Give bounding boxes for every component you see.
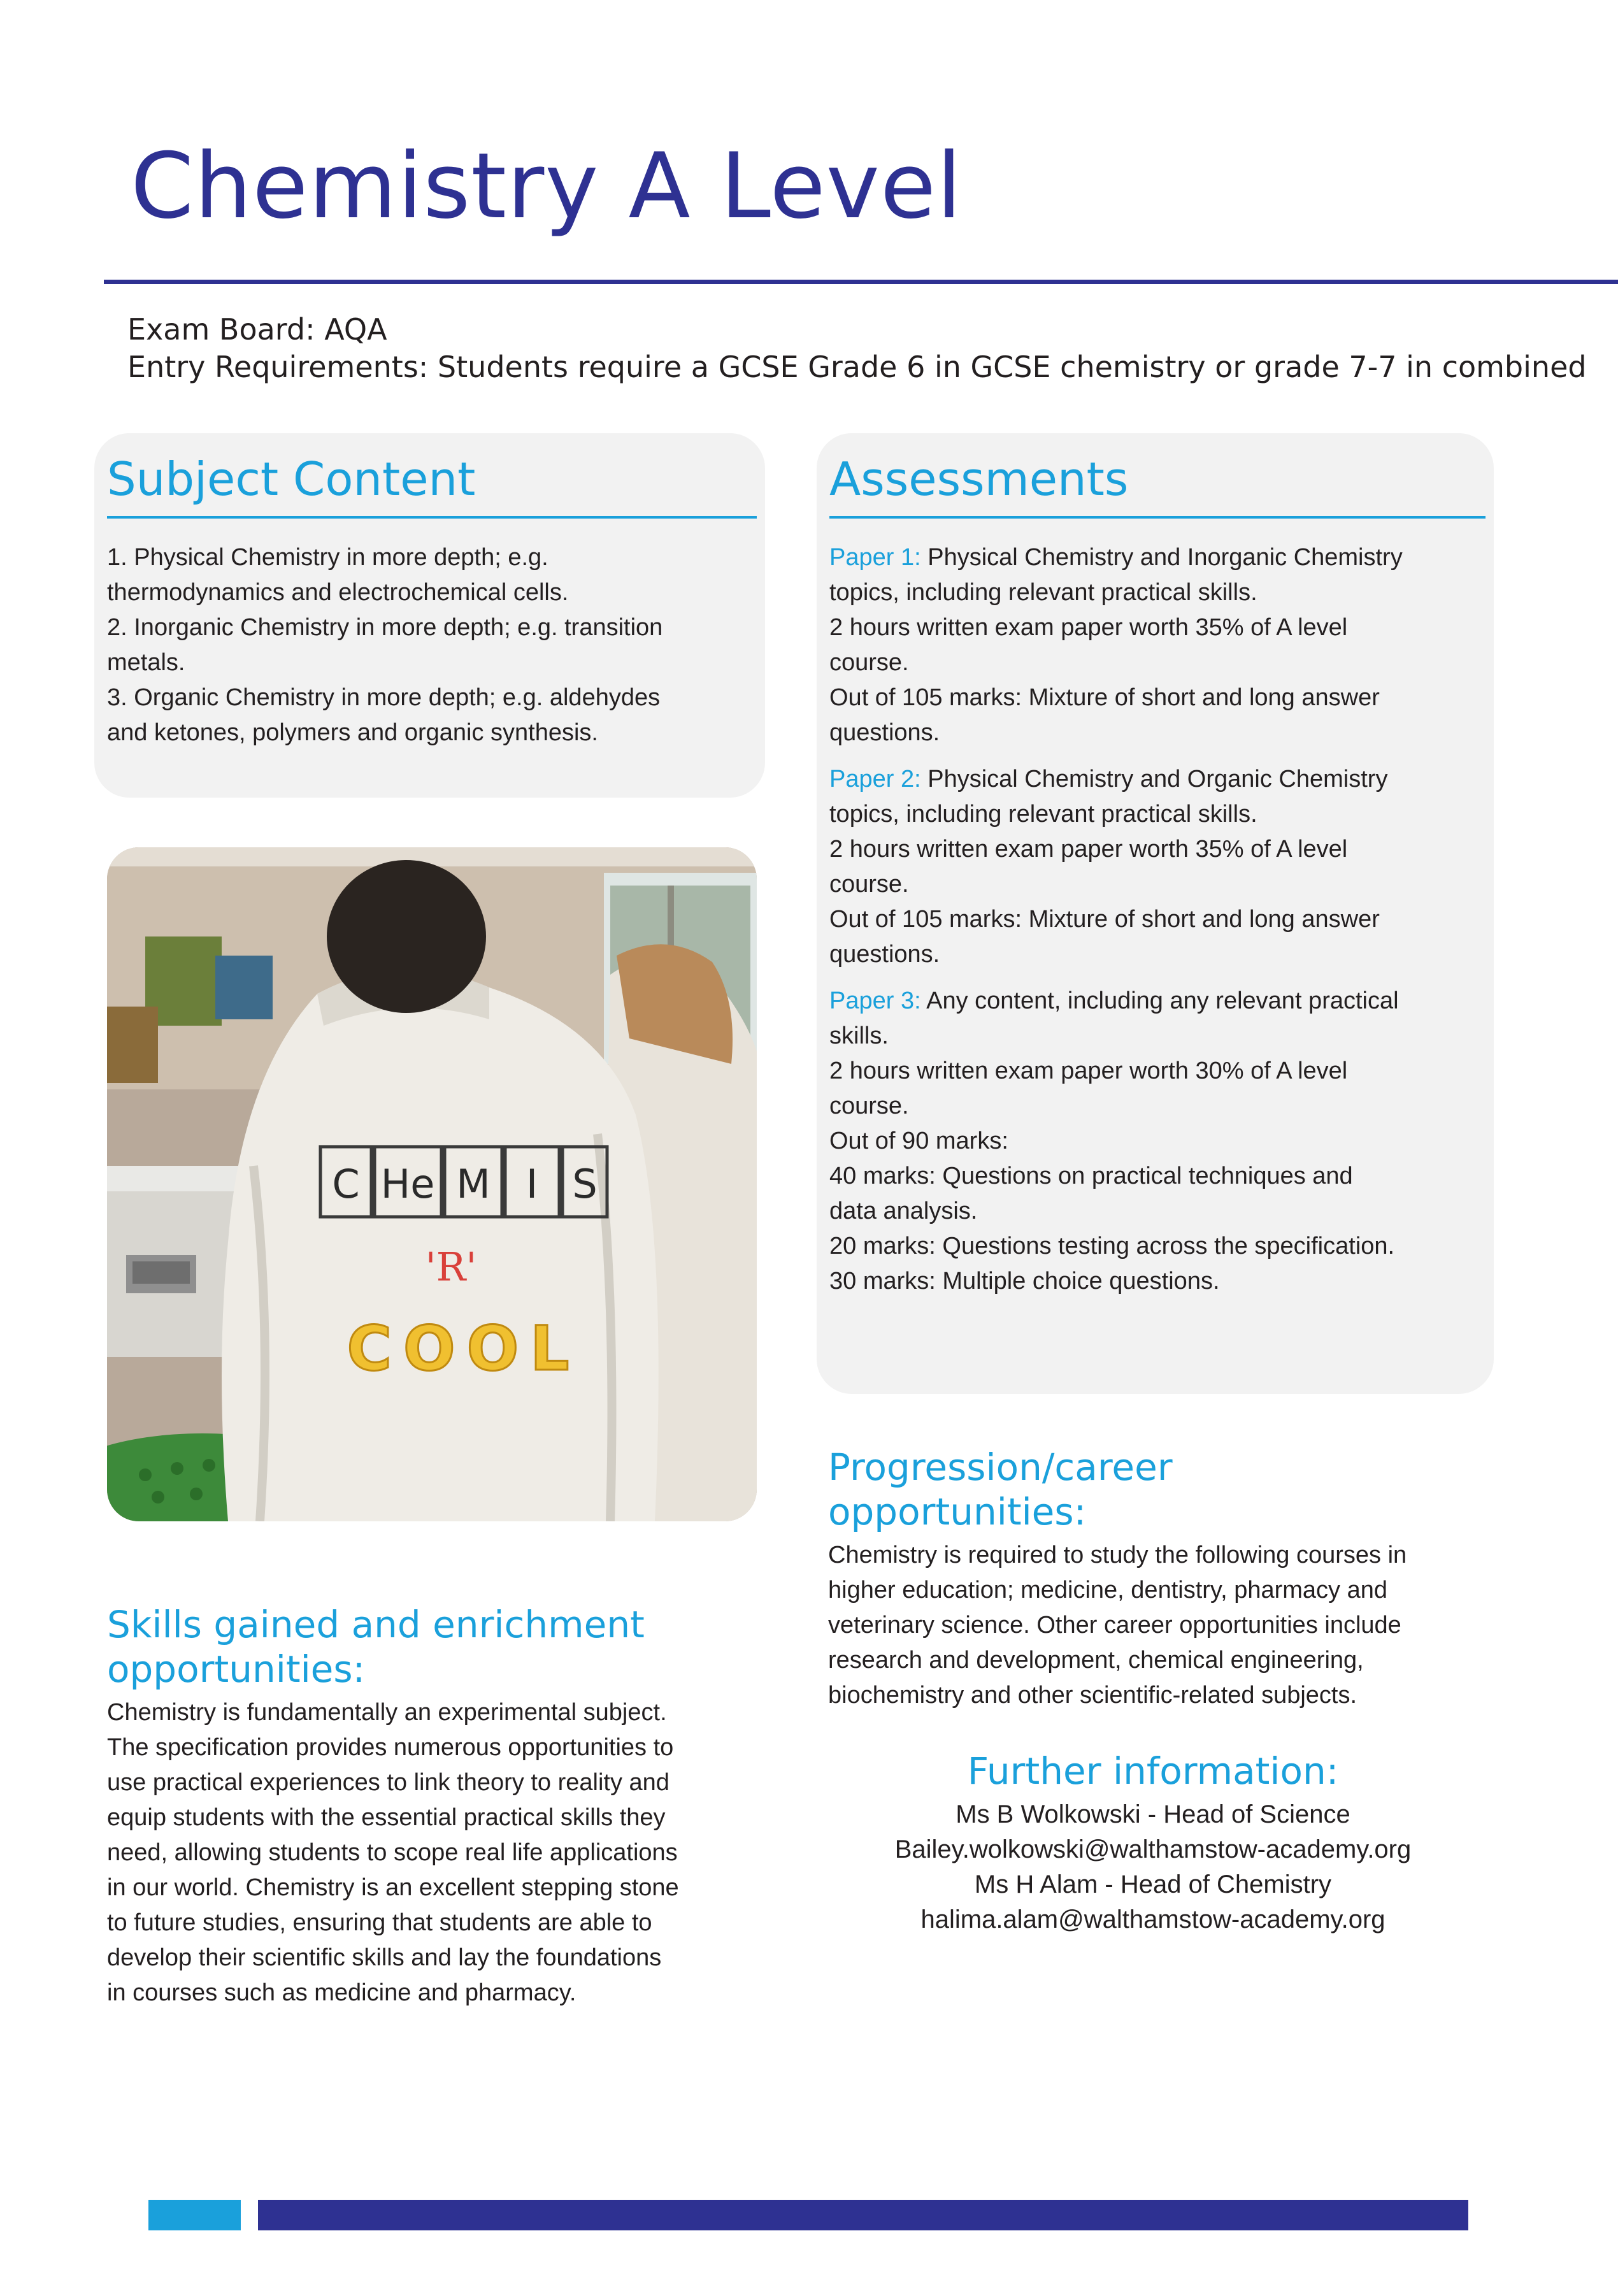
assessments-heading: Assessments	[829, 452, 1129, 506]
paper-label: Paper 2:	[829, 766, 921, 793]
subject-content-rule	[107, 516, 757, 519]
paper-2-block	[829, 762, 1403, 972]
paper-duration: 2 hours written exam paper worth 35% of A level course.	[829, 836, 1348, 898]
progression-heading: Progression/career opportunities:	[828, 1446, 1173, 1533]
entry-requirements: Entry Requirements: Students require a GCSE Grade 6 in GCSE chemistry or grade 7-7 in combined	[127, 350, 1587, 384]
paper-label: Paper 1:	[829, 544, 921, 571]
assessments-panel	[817, 433, 1494, 1394]
paper-duration: 2 hours written exam paper worth 30% of A level course.	[829, 1058, 1348, 1119]
exam-board: Exam Board: AQA	[127, 312, 387, 347]
contact-email: halima.alam@walthamstow-academy.org	[920, 1905, 1385, 1934]
progression-section	[828, 1445, 1414, 1713]
assessments-rule	[829, 516, 1486, 519]
coat-letter: S	[572, 1161, 598, 1207]
subject-content-item: 2. Inorganic Chemistry in more depth; e.g. transition metals.	[107, 614, 663, 676]
skills-section	[107, 1602, 680, 2011]
subject-content-panel	[94, 433, 765, 798]
further-info-heading: Further information:	[967, 1749, 1339, 1793]
subject-content-item: 1. Physical Chemistry in more depth; e.g. thermodynamics and electrochemical cells.	[107, 544, 569, 606]
marks-breakdown-item: 20 marks: Questions testing across the specification.	[829, 1233, 1395, 1259]
page-title: Chemistry A Level	[131, 134, 963, 239]
lab-photo-illustration	[107, 847, 757, 1521]
footer-accent-bar	[148, 2200, 241, 2230]
subject-content-list	[107, 540, 693, 750]
paper-duration: 2 hours written exam paper worth 35% of A level course.	[829, 614, 1348, 676]
coat-letter: C	[332, 1161, 360, 1207]
coat-letter: He	[380, 1161, 435, 1207]
marks-breakdown-item: 40 marks: Questions on practical techniques and data analysis.	[829, 1163, 1353, 1224]
subject-content-item: 3. Organic Chemistry in more depth; e.g. aldehydes and ketones, polymers and organic synthesis.	[107, 684, 661, 746]
footer-bar	[258, 2200, 1468, 2230]
subject-content-heading: Subject Content	[107, 452, 476, 506]
coat-r-text: 'R'	[425, 1244, 477, 1290]
progression-text: Chemistry is required to study the following courses in higher education; medicine, dentistry, pharmacy and veterinary science. Other career opportunities include research and development, chemical engineering, biochemistry and other scientific-related subjects.	[828, 1542, 1407, 1709]
skills-heading: Skills gained and enrichment opportunities:	[107, 1603, 645, 1691]
marks-breakdown-item: 30 marks: Multiple choice questions.	[829, 1268, 1220, 1295]
paper-description: Physical Chemistry and Organic Chemistry topics, including relevant practical skills.	[829, 766, 1388, 828]
paper-1-block	[829, 540, 1403, 750]
title-divider	[104, 280, 1618, 284]
skills-text: Chemistry is fundamentally an experimental subject. The specification provides numerous opportunities to use practical experiences to link theory to reality and equip students with the essential practical skills they need, allowing students to scope real life applications in our world. Chemistry is an excellent stepping stone to future studies, ensuring that students are able to develop their scientific skills and lay the foundations in courses such as medicine and pharmacy.	[107, 1699, 679, 2006]
paper-description: Physical Chemistry and Inorganic Chemistry topics, including relevant practical skills.	[829, 544, 1403, 606]
contact-email: Bailey.wolkowski@walthamstow-academy.org	[894, 1835, 1412, 1863]
paper-3-block	[829, 984, 1403, 1299]
paper-description: Any content, including any relevant practical skills.	[829, 987, 1399, 1049]
paper-marks: Out of 105 marks: Mixture of short and long answer questions.	[829, 684, 1380, 746]
paper-label: Paper 3:	[829, 987, 921, 1014]
coat-letter: M	[456, 1161, 490, 1207]
further-info-section	[828, 1749, 1478, 1937]
assessments-list	[829, 540, 1403, 1310]
coat-cool-text: COOL	[347, 1313, 581, 1384]
coat-letter: I	[526, 1161, 538, 1207]
contact-name: Ms H Alam - Head of Chemistry	[974, 1870, 1332, 1898]
paper-marks: Out of 90 marks:	[829, 1128, 1008, 1154]
contact-name: Ms B Wolkowski - Head of Science	[956, 1800, 1350, 1828]
students-lab-coat-photo	[107, 847, 757, 1521]
paper-marks: Out of 105 marks: Mixture of short and long answer questions.	[829, 906, 1380, 968]
